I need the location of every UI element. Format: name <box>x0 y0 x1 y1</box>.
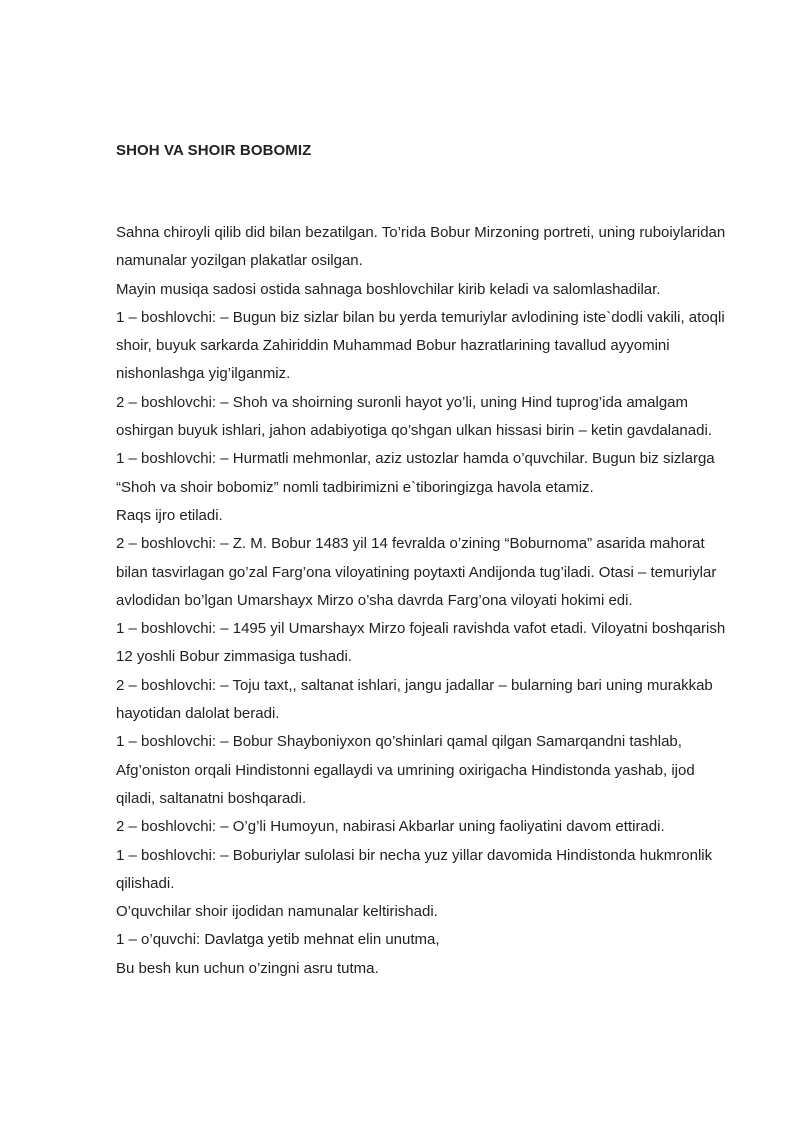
paragraph-music-intro: Mayin musiqa sadosi ostida sahnaga boshlovchilar kirib keladi va salomlashadilar. <box>116 280 661 298</box>
paragraph-host-1-1495: 1 – boshlovchi: – 1495 yil Umarshayx Mirzo fojeali ravishda vafot etadi. Viloyatni boshqarish 12 yoshli Bobur zimmasiga tushadi. <box>116 620 726 666</box>
paragraph-dance: Raqs ijro etiladi. <box>116 506 223 524</box>
paragraph-host-2-birth: 2 – boshlovchi: – Z. M. Bobur 1483 yil 14 fevralda o’zining “Boburnoma” asarida mahorat bilan tasvirlagan go’zal Farg’ona viloyatining poytaxti Andijonda tug’iladi. Otasi – temuriylar avlodidan bo’lgan Umarshayx Mirzo o’sha davrda Farg’ona viloyati hokimi edi. <box>116 535 717 609</box>
document-body <box>116 219 736 983</box>
paragraph-host-2-opening: 2 – boshlovchi: – Shoh va shoirning suronli hayot yo’li, uning Hind tuprog’ida amalgam oshirgan buyuk ishlari, jahon adabiyotiga qo’shgan ulkan hissasi birin – ketin gavdalanadi. <box>116 393 712 440</box>
paragraph-students: O’quvchilar shoir ijodidan namunalar keltirishadi. <box>116 903 438 921</box>
paragraph-student-1-line-1: 1 – o’quvchi: Davlatga yetib mehnat elin unutma, <box>116 931 440 949</box>
paragraph-host-1-opening: 1 – boshlovchi: – Bugun biz sizlar bilan bu yerda temuriylar avlodining iste`dodli vakili, atoqli shoir, buyuk sarkarda Zahiriddin Muhammad Bobur hazratlarining tavallud ayyomini nishonlashga yig’ilganmiz. <box>116 308 725 383</box>
paragraph-host-1-dynasty: 1 – boshlovchi: – Boburiylar sulolasi bir necha yuz yillar davomida Hindistonda hukmronlik qilishadi. <box>116 846 713 892</box>
paragraph-host-1-welcome: 1 – boshlovchi: – Hurmatli mehmonlar, aziz ustozlar hamda o’quvchilar. Bugun biz sizlarga “Shoh va shoir bobomiz” nomli tadbirimizni e`tiboringizga havola etamiz. <box>116 450 715 496</box>
paragraph-host-1-india: 1 – boshlovchi: – Bobur Shayboniyxon qo’shinlari qamal qilgan Samarqandni tashlab, Afg’oniston orqali Hindistonni egallaydi va umrining oxirigacha Hindistonda yashab, ijod qiladi, saltanatni boshqaradi. <box>116 733 695 807</box>
paragraph-student-1-line-2: Bu besh kun uchun o’zingni asru tutma. <box>116 959 379 977</box>
paragraph-host-2-throne: 2 – boshlovchi: – Toju taxt,, saltanat ishlari, jangu jadallar – bularning bari uning murakkab hayotidan dalolat beradi. <box>116 676 713 723</box>
paragraph-host-2-successors: 2 – boshlovchi: – O’g’li Humoyun, nabirasi Akbarlar uning faoliyatini davom ettiradi. <box>116 818 665 836</box>
document-title: SHOH VA SHOIR BOBOMIZ <box>116 142 312 159</box>
paragraph-stage-description: Sahna chiroyli qilib did bilan bezatilgan. To’rida Bobur Mirzoning portreti, uning ruboiylaridan namunalar yozilgan plakatlar osilgan. <box>116 224 726 270</box>
